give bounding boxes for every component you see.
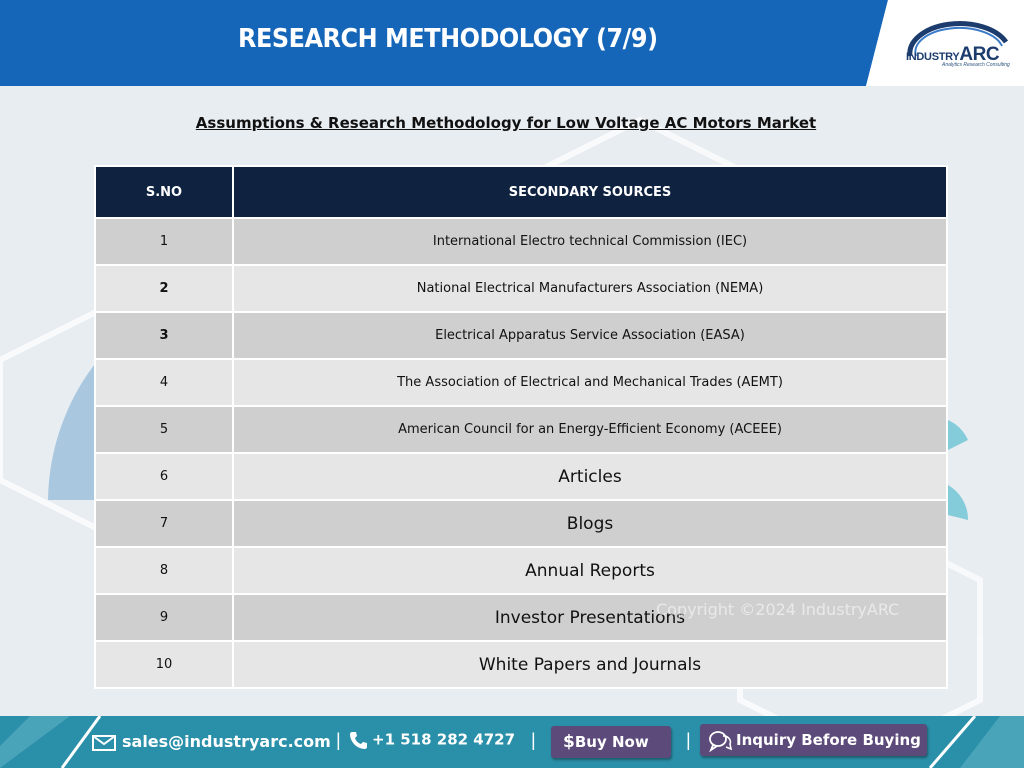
- table-header-row: [95, 166, 947, 218]
- section-subtitle: Assumptions & Research Methodology for Low Voltage AC Motors Market: [195, 114, 817, 132]
- row-number: 7: [95, 500, 233, 547]
- row-source: American Council for an Energy-Efficient Economy (ACEEE): [233, 406, 947, 453]
- row-source: Annual Reports: [233, 547, 947, 594]
- logo-wordmark: INDUSTRYARC: [906, 44, 1000, 65]
- row-number: 5: [95, 406, 233, 453]
- industryarc-logo: [902, 18, 1016, 72]
- row-source: Articles: [233, 453, 947, 500]
- chat-icon: [708, 730, 732, 752]
- footer-separator: |: [531, 730, 536, 750]
- column-header-sources: SECONDARY SOURCES: [233, 166, 947, 218]
- email-text: sales@industryarc.com: [122, 732, 331, 751]
- logo-tagline: Analytics Research Consulting: [942, 62, 1010, 68]
- row-number: 1: [95, 218, 233, 265]
- row-source: White Papers and Journals: [233, 641, 947, 688]
- table-row: [95, 453, 947, 500]
- row-number: 3: [95, 312, 233, 359]
- footer-separator: |: [686, 730, 691, 750]
- footer-bar: [0, 716, 1024, 768]
- envelope-icon: [92, 735, 116, 751]
- inquiry-label: Inquiry Before Buying: [736, 731, 921, 749]
- row-number: 9: [95, 594, 233, 641]
- table-row: [95, 218, 947, 265]
- row-source: National Electrical Manufacturers Association (NEMA): [233, 265, 947, 312]
- email-link[interactable]: [92, 732, 331, 751]
- table-row: [95, 359, 947, 406]
- column-header-sno: S.NO: [95, 166, 233, 218]
- inquiry-before-buying-button[interactable]: [700, 724, 927, 756]
- table-row: [95, 641, 947, 688]
- row-source: Investor Presentations: [233, 594, 947, 641]
- row-number: 8: [95, 547, 233, 594]
- copyright-watermark: Copyright ©2024 IndustryARC: [656, 600, 900, 619]
- row-source: Electrical Apparatus Service Association (EASA): [233, 312, 947, 359]
- phone-text: +1 518 282 4727: [372, 730, 516, 749]
- dollar-icon: $: [563, 732, 575, 752]
- buy-now-label: Buy Now: [574, 733, 649, 751]
- table-row: [95, 265, 947, 312]
- footer-separator: |: [336, 730, 341, 750]
- table-row: [95, 312, 947, 359]
- row-number: 4: [95, 359, 233, 406]
- page-title: RESEARCH METHODOLOGY (7/9): [238, 24, 658, 54]
- row-number: 6: [95, 453, 233, 500]
- row-number: 10: [95, 641, 233, 688]
- table-row: [95, 547, 947, 594]
- phone-link[interactable]: [348, 730, 515, 750]
- row-source: Blogs: [233, 500, 947, 547]
- header-banner: [0, 0, 1024, 86]
- row-source: The Association of Electrical and Mechanical Trades (AEMT): [233, 359, 947, 406]
- table-row: [95, 500, 947, 547]
- row-number: 2: [95, 265, 233, 312]
- row-source: International Electro technical Commission (IEC): [233, 218, 947, 265]
- table-row: [95, 406, 947, 453]
- buy-now-button[interactable]: [551, 726, 671, 758]
- phone-icon: [348, 730, 368, 750]
